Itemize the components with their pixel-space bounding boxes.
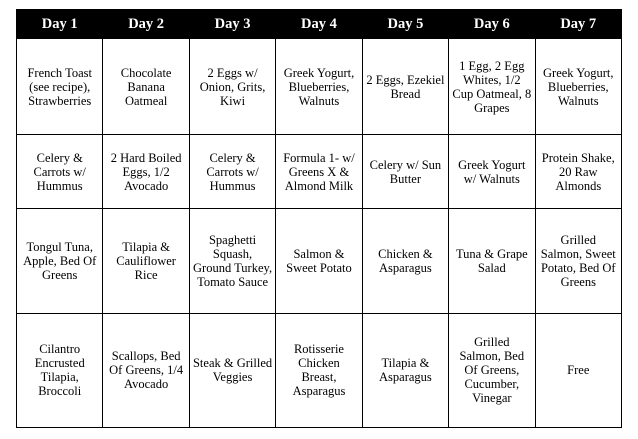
table-row: [17, 209, 622, 313]
day-2-header: Day 2: [103, 10, 189, 39]
day-5-header: Day 5: [362, 10, 448, 39]
meal-cell: 1 Egg, 2 Egg Whites, 1/2 Cup Oatmeal, 8 Grapes: [449, 39, 535, 135]
meal-plan-table: [16, 9, 622, 428]
meal-cell: French Toast (see recipe), Strawberries: [17, 39, 103, 135]
meal-cell: Spaghetti Squash, Ground Turkey, Tomato Sauce: [189, 209, 275, 313]
table-row: [17, 39, 622, 135]
meal-cell: Salmon & Sweet Potato: [276, 209, 362, 313]
meal-cell: Protein Shake, 20 Raw Almonds: [535, 135, 621, 209]
day-6-header: Day 6: [449, 10, 535, 39]
meal-cell: Tilapia & Asparagus: [362, 313, 448, 428]
meal-cell: Free: [535, 313, 621, 428]
meal-cell: 2 Eggs w/ Onion, Grits, Kiwi: [189, 39, 275, 135]
table-row: [17, 135, 622, 209]
meal-cell: Grilled Salmon, Bed Of Greens, Cucumber, Vinegar: [449, 313, 535, 428]
meal-cell: Steak & Grilled Veggies: [189, 313, 275, 428]
meal-cell: Greek Yogurt, Blueberries, Walnuts: [535, 39, 621, 135]
meal-cell: Greek Yogurt, Blueberries, Walnuts: [276, 39, 362, 135]
meal-cell: Greek Yogurt w/ Walnuts: [449, 135, 535, 209]
meal-cell: Chicken & Asparagus: [362, 209, 448, 313]
meal-cell: Cilantro Encrusted Tilapia, Broccoli: [17, 313, 103, 428]
meal-cell: Celery w/ Sun Butter: [362, 135, 448, 209]
day-1-header: Day 1: [17, 10, 103, 39]
meal-cell: Rotisserie Chicken Breast, Asparagus: [276, 313, 362, 428]
meal-cell: Celery & Carrots w/ Hummus: [189, 135, 275, 209]
meal-cell: Chocolate Banana Oatmeal: [103, 39, 189, 135]
meal-cell: Tilapia & Cauliflower Rice: [103, 209, 189, 313]
day-7-header: Day 7: [535, 10, 621, 39]
day-4-header: Day 4: [276, 10, 362, 39]
meal-cell: 2 Eggs, Ezekiel Bread: [362, 39, 448, 135]
meal-cell: Scallops, Bed Of Greens, 1/4 Avocado: [103, 313, 189, 428]
meal-cell: Grilled Salmon, Sweet Potato, Bed Of Greens: [535, 209, 621, 313]
meal-cell: Tuna & Grape Salad: [449, 209, 535, 313]
day-3-header: Day 3: [189, 10, 275, 39]
meal-cell: Celery & Carrots w/ Hummus: [17, 135, 103, 209]
header-row: [17, 10, 622, 39]
meal-cell: Formula 1- w/ Greens X & Almond Milk: [276, 135, 362, 209]
meal-cell: 2 Hard Boiled Eggs, 1/2 Avocado: [103, 135, 189, 209]
table-row: [17, 313, 622, 428]
meal-cell: Tongul Tuna, Apple, Bed Of Greens: [17, 209, 103, 313]
